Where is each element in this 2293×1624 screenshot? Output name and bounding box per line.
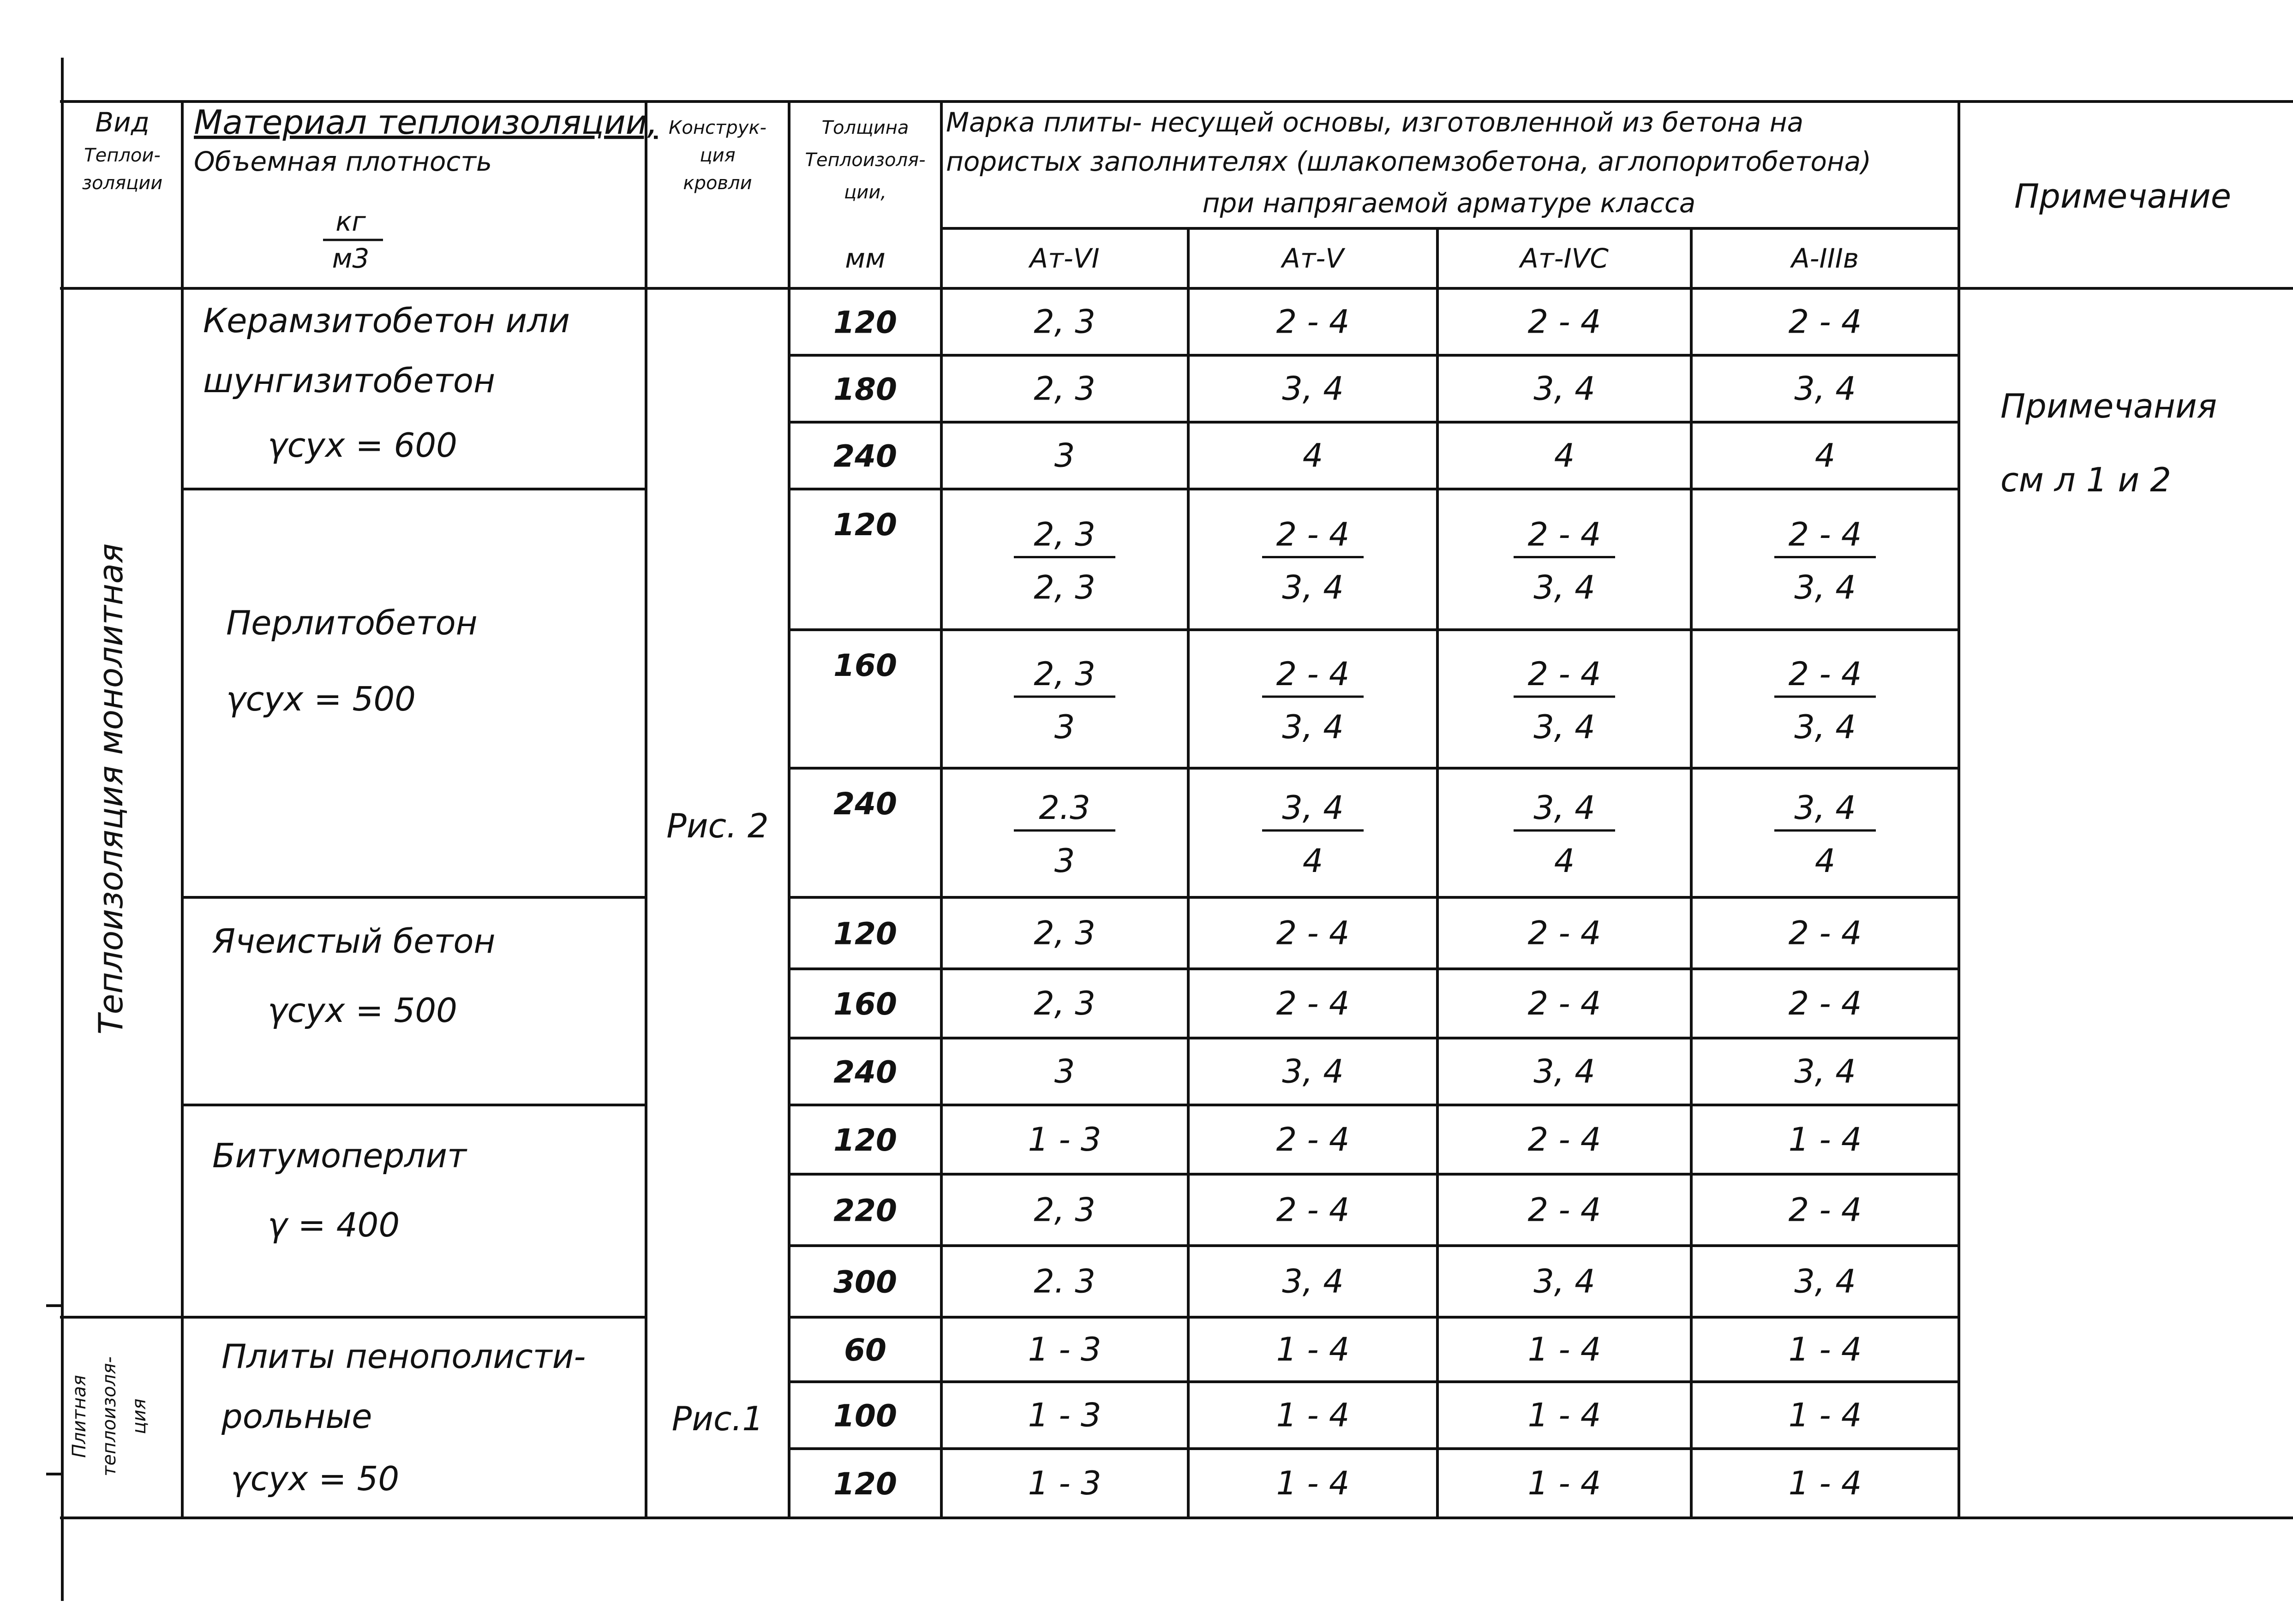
grade-cell: 1 - 4 <box>1527 1464 1601 1502</box>
material-5-line-2: рольные <box>222 1397 372 1436</box>
grade-cell-numerator: 3, 4 <box>1533 789 1595 827</box>
header-material-1: Материал теплоизоляции, <box>194 103 658 142</box>
thickness-cell: 240 <box>833 786 897 822</box>
grade-cell: 2, 3 <box>1034 303 1096 341</box>
grade-cell: 1 - 3 <box>1028 1396 1102 1434</box>
grade-cell-denominator: 3, 4 <box>1794 708 1856 746</box>
grade-cell: 1 - 3 <box>1028 1464 1102 1502</box>
header-vid-2: Теплои- <box>84 145 161 166</box>
grade-cell: 1 - 4 <box>1527 1396 1601 1434</box>
grade-cell: 3, 4 <box>1533 1052 1595 1091</box>
header-tolsh-2: Теплоизоля- <box>805 149 926 171</box>
material-5-line-3: γсух = 50 <box>231 1459 400 1498</box>
grade-cell-denominator: 3 <box>1054 708 1075 746</box>
thickness-cell: 160 <box>833 648 897 683</box>
material-2-line-1: Перлитобетон <box>226 603 478 642</box>
group-plate-label-1: Плитная <box>69 1375 90 1458</box>
header-material-unit-num: кг <box>335 206 366 237</box>
material-1-line-1: Керамзитобетон или <box>203 301 570 340</box>
construction-labels <box>666 387 2217 1438</box>
grade-cell-numerator: 2 - 4 <box>1788 515 1862 554</box>
grade-cell: 1 - 4 <box>1788 1331 1862 1368</box>
grade-cell: 2 - 4 <box>1276 914 1350 952</box>
grade-cell: 1 - 4 <box>1276 1396 1350 1434</box>
header-tolsh-3: ции, <box>844 182 886 203</box>
grade-cell-denominator: 3 <box>1054 842 1075 880</box>
header-vid-3: золяции <box>82 173 163 194</box>
grade-cell-numerator: 2.3 <box>1039 789 1090 827</box>
grade-cell: 2. 3 <box>1034 1262 1096 1301</box>
grade-cell: 2 - 4 <box>1276 985 1350 1022</box>
material-4-line-2: γ = 400 <box>268 1206 400 1244</box>
header-note: Примечание <box>2014 177 2232 215</box>
grade-cell-numerator: 2 - 4 <box>1527 515 1601 554</box>
table-header <box>82 103 2231 274</box>
grade-cell: 2, 3 <box>1034 914 1096 952</box>
grade-cell-denominator: 4 <box>1814 842 1836 880</box>
grade-cell-numerator: 3, 4 <box>1282 789 1344 827</box>
header-konstr-3: кровли <box>683 173 752 194</box>
grade-cell-denominator: 3, 4 <box>1533 568 1595 607</box>
material-4-line-1: Битумоперлит <box>212 1136 467 1175</box>
construction-ris-2: Рис. 2 <box>666 806 769 845</box>
grade-cell-denominator: 3, 4 <box>1282 708 1344 746</box>
grade-cell: 2 - 4 <box>1527 985 1601 1022</box>
thickness-cell: 120 <box>833 304 897 340</box>
group-monolithic-label: Теплоизоляция монолитная <box>91 543 130 1035</box>
group-plate-label-3: ция <box>129 1398 150 1434</box>
header-vid-1: Вид <box>95 107 150 138</box>
grade-cell-numerator: 2 - 4 <box>1527 655 1601 693</box>
thickness-cell: 60 <box>844 1332 886 1368</box>
grade-cell: 3, 4 <box>1533 1262 1595 1301</box>
grade-cell-denominator: 4 <box>1554 842 1575 880</box>
grade-cell: 2 - 4 <box>1527 914 1601 952</box>
thickness-cell: 160 <box>833 986 897 1022</box>
material-1-line-3: γсух = 600 <box>268 426 457 465</box>
grade-cell: 4 <box>1814 436 1836 475</box>
grade-cell: 2 - 4 <box>1527 1191 1601 1229</box>
grade-cell: 2 - 4 <box>1276 1191 1350 1229</box>
thickness-cell: 180 <box>833 371 897 407</box>
material-2-line-2: γсух = 500 <box>226 680 416 718</box>
grade-cell: 1 - 4 <box>1788 1464 1862 1502</box>
header-tolsh-unit: мм <box>845 243 886 274</box>
grade-cell: 2 - 4 <box>1527 303 1601 341</box>
header-marka-3: при напрягаемой арматуре класса <box>1202 187 1696 219</box>
grade-cell-numerator: 2 - 4 <box>1276 515 1350 554</box>
thickness-cell: 100 <box>833 1398 897 1434</box>
material-3-line-2: γсух = 500 <box>268 991 457 1030</box>
header-konstr-1: Конструк- <box>669 117 766 138</box>
grade-cell-denominator: 2, 3 <box>1034 568 1096 607</box>
grade-cell: 3, 4 <box>1282 370 1344 408</box>
grade-cell: 2 - 4 <box>1788 985 1862 1022</box>
grade-cell: 4 <box>1554 436 1575 475</box>
thickness-cell: 120 <box>833 507 897 543</box>
grade-cell-denominator: 3, 4 <box>1794 568 1856 607</box>
thickness-cell: 120 <box>833 1122 897 1158</box>
grade-cell: 1 - 3 <box>1028 1121 1102 1158</box>
header-tolsh-1: Толщина <box>821 117 909 138</box>
notes-line-2: см л 1 и 2 <box>2000 460 2171 499</box>
grade-cell: 1 - 3 <box>1028 1331 1102 1368</box>
header-class-3: Ат-IVС <box>1520 243 1609 274</box>
grade-cell: 2 - 4 <box>1788 303 1862 341</box>
grade-cell: 1 - 4 <box>1276 1331 1350 1368</box>
material-1-line-2: шунгизитобетон <box>203 361 496 400</box>
construction-ris-1: Рис.1 <box>671 1399 764 1438</box>
thickness-cell: 300 <box>833 1264 897 1300</box>
material-3-line-1: Ячеистый бетон <box>212 922 496 961</box>
grade-cell: 3, 4 <box>1282 1052 1344 1091</box>
grade-cell-numerator: 2, 3 <box>1034 515 1096 554</box>
header-class-2: Ат-V <box>1281 243 1344 274</box>
grade-cell-numerator: 3, 4 <box>1794 789 1856 827</box>
thickness-cell: 240 <box>833 438 897 474</box>
thickness-cell: 120 <box>833 916 897 952</box>
thickness-cell: 220 <box>833 1193 897 1229</box>
grade-cell: 2 - 4 <box>1527 1121 1601 1158</box>
grade-cell: 2 - 4 <box>1276 303 1350 341</box>
thickness-cell: 120 <box>833 1466 897 1502</box>
grade-cell-denominator: 3, 4 <box>1282 568 1344 607</box>
header-material-unit-den: м3 <box>332 243 370 274</box>
grade-cell: 2, 3 <box>1034 370 1096 408</box>
header-konstr-2: ция <box>700 145 736 166</box>
grade-cell: 1 - 4 <box>1788 1121 1862 1158</box>
grade-cell-numerator: 2 - 4 <box>1276 655 1350 693</box>
grade-cell: 2, 3 <box>1034 985 1096 1022</box>
group-labels <box>69 543 150 1476</box>
grade-cell: 3 <box>1054 436 1075 475</box>
grade-cell: 2 - 4 <box>1788 1191 1862 1229</box>
header-class-4: А-IIIв <box>1791 243 1859 274</box>
header-marka-1: Марка плиты- несущей основы, изготовленной из бетона на <box>946 107 1804 138</box>
notes-line-1: Примечания <box>2000 387 2217 425</box>
grade-cell: 1 - 4 <box>1788 1396 1862 1434</box>
grade-cell: 1 - 4 <box>1527 1331 1601 1368</box>
header-class-1: Ат-VI <box>1030 243 1100 274</box>
grade-cell: 3, 4 <box>1794 1052 1856 1091</box>
material-5-line-1: Плиты пенополисти- <box>222 1337 586 1376</box>
group-plate-label-2: теплоизоля- <box>99 1356 120 1476</box>
grade-cell: 3, 4 <box>1282 1262 1344 1301</box>
grade-cell: 3 <box>1054 1052 1075 1091</box>
grade-cell: 2, 3 <box>1034 1191 1096 1229</box>
grade-cell: 4 <box>1302 436 1323 475</box>
row-lines <box>789 355 1959 1449</box>
grade-cell: 3, 4 <box>1794 370 1856 408</box>
thickness-cell: 240 <box>833 1054 897 1090</box>
grade-cell-denominator: 3, 4 <box>1533 708 1595 746</box>
header-marka-2: пористых заполнителях (шлакопемзобетона, аглопоритобетона) <box>946 146 1871 177</box>
grade-cell: 2 - 4 <box>1788 914 1862 952</box>
grade-cell: 2 - 4 <box>1276 1121 1350 1158</box>
grade-cell: 3, 4 <box>1533 370 1595 408</box>
grade-cell-denominator: 4 <box>1302 842 1323 880</box>
grade-cell-numerator: 2 - 4 <box>1788 655 1862 693</box>
header-material-2: Объемная плотность <box>194 146 492 177</box>
grade-cell-numerator: 2, 3 <box>1034 655 1096 693</box>
grade-cell: 3, 4 <box>1794 1262 1856 1301</box>
data-rows <box>833 303 1876 1503</box>
grade-cell: 1 - 4 <box>1276 1464 1350 1502</box>
